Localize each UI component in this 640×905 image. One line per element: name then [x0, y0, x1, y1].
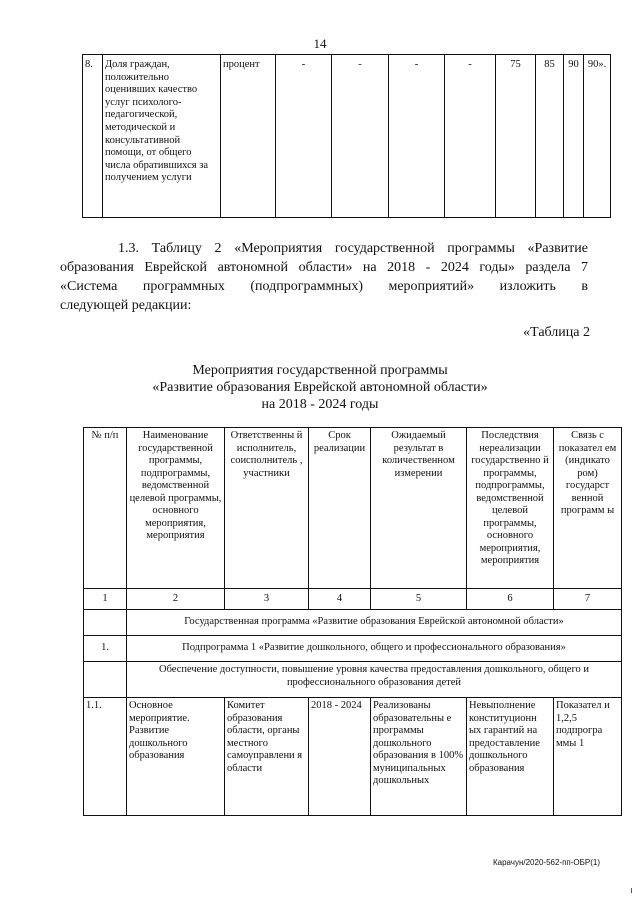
paragraph-line: следующей редакции: — [60, 298, 192, 313]
heading-line: на 2018 - 2024 годы — [261, 397, 379, 412]
header-cell: № п/п — [84, 428, 127, 589]
header-cell: Ожидаемый результат в количественном измерении — [371, 428, 467, 589]
header-cell: Последствия нереализации государственно й программы, подпрограммы, ведомственной целевой программы, основного мероприятия, мероприятия — [467, 428, 554, 589]
indicator-row — [83, 55, 611, 218]
measure-consequences: Невыполнение конституционн ых гарантий на предоставление дошкольного образования — [467, 698, 554, 816]
column-number: 5 — [371, 589, 467, 610]
paragraph-line: образования Еврейской автономной области» на 2018 - 2024 годы» раздела 7 — [60, 260, 588, 275]
header-row — [84, 428, 622, 589]
edge-mark — [631, 888, 632, 893]
measure-name: Основное мероприятие. Развитие дошкольного образования — [127, 698, 225, 816]
table-label: «Таблица 2 — [523, 325, 590, 340]
indicator-value: - — [332, 55, 389, 218]
measure-result: Реализованы образовательны е программы дошкольного образования в 100% муниципальных дошкольных — [371, 698, 467, 816]
indicator-value: 90». — [584, 55, 611, 218]
paragraph-line: «Система программных (подпрограммных) мероприятий» изложить в — [60, 279, 588, 294]
page-number: 14 — [313, 36, 327, 51]
header-cell: Связь с показател ем (индикато ром) государст венной программ ы — [554, 428, 622, 589]
indicator-value: - — [389, 55, 445, 218]
indicator-name: Доля граждан, положительно оценивших качество услуг психолого-педагогической, методической и консультативной помощи, от общего числа обратившихся за получением услуги — [103, 55, 221, 218]
footer-code: Карачун/2020-562-пп-ОБР(1) — [492, 858, 600, 867]
heading-line: «Развитие образования Еврейской автономной области» — [152, 380, 488, 395]
indicator-value: - — [445, 55, 496, 218]
table-heading — [0, 362, 640, 413]
subprogram-row — [84, 636, 622, 662]
empty-cell — [84, 662, 127, 698]
goal-title: Обеспечение доступности, повышение уровня качества предоставления дошкольного, общего и профессионального образования детей — [127, 662, 622, 698]
empty-cell — [84, 610, 127, 636]
column-number-row — [84, 589, 622, 610]
measure-number: 1.1. — [84, 698, 127, 816]
program-row — [84, 610, 622, 636]
column-number: 7 — [554, 589, 622, 610]
amendment-paragraph — [60, 239, 588, 315]
goal-row — [84, 662, 622, 698]
measure-executor: Комитет образования области, органы местного самоуправлени я области — [225, 698, 309, 816]
column-number: 1 — [84, 589, 127, 610]
paragraph-line: 1.3. Таблицу 2 «Мероприятия государственной программы «Развитие — [118, 241, 588, 256]
measures-table — [83, 427, 622, 816]
column-number: 2 — [127, 589, 225, 610]
heading-line: Мероприятия государственной программы — [192, 363, 448, 378]
measure-row — [84, 698, 622, 816]
indicator-table — [82, 54, 611, 218]
header-cell: Наименование государственной программы, подпрограммы, ведомственной целевой программы, основного мероприятия, мероприятия — [127, 428, 225, 589]
indicator-value: 85 — [536, 55, 564, 218]
indicator-value: 75 — [496, 55, 536, 218]
subprogram-title: Подпрограмма 1 «Развитие дошкольного, общего и профессионального образования» — [127, 636, 622, 662]
measure-link: Показател и 1,2,5 подпрогра ммы 1 — [554, 698, 622, 816]
indicator-unit: процент — [221, 55, 276, 218]
column-number: 3 — [225, 589, 309, 610]
column-number: 4 — [309, 589, 371, 610]
column-number: 6 — [467, 589, 554, 610]
indicator-value: - — [276, 55, 332, 218]
measure-period: 2018 - 2024 — [309, 698, 371, 816]
indicator-value: 90 — [564, 55, 584, 218]
header-cell: Срок реализации — [309, 428, 371, 589]
header-cell: Ответственны й исполнитель, соисполнитель , участники — [225, 428, 309, 589]
program-title: Государственная программа «Развитие образования Еврейской автономной области» — [127, 610, 622, 636]
subprogram-number: 1. — [84, 636, 127, 662]
indicator-number: 8. — [83, 55, 103, 218]
